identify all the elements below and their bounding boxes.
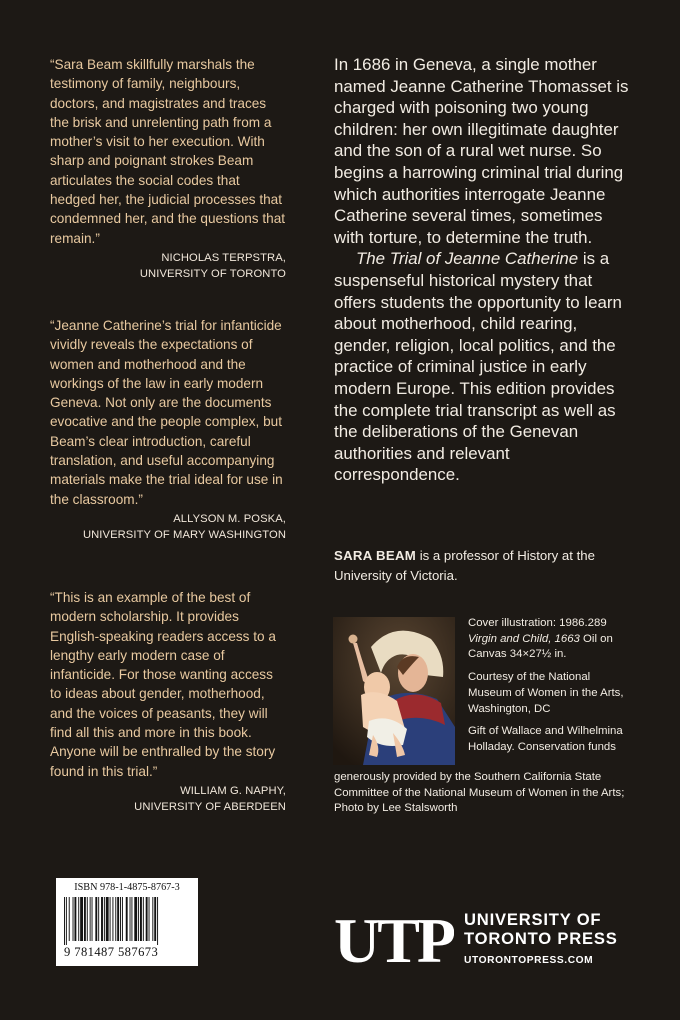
courtesy-credit: Courtesy of the National Museum of Women in the Arts, Washington, DC xyxy=(468,671,624,715)
barcode-bar xyxy=(112,897,113,941)
barcode-bar xyxy=(73,897,74,941)
author-name: SARA BEAM xyxy=(334,548,417,563)
cover-credit-line1: Cover illustration: 1986.289 xyxy=(468,617,607,629)
barcode-bars xyxy=(64,897,190,945)
barcode-bar xyxy=(90,897,91,941)
utp-logo xyxy=(334,908,454,973)
barcode-bar xyxy=(157,897,158,945)
barcode-bar xyxy=(143,897,144,941)
blurb-quote: “This is an example of the best of modern scholarship. It provides English-speaking readers access to a lengthy early modern case of infanticide. For those wanting access to ideas about gender, motherhood, and the voices of peasants, they will find all this and more in this book. Anyone will be enthralled by the story found in this trial.” xyxy=(50,590,276,779)
barcode-bar xyxy=(64,897,65,945)
blurb-terpstra xyxy=(50,55,286,282)
blurb-attribution xyxy=(50,783,286,815)
blurb-author: ALLYSON M. POSKA, xyxy=(173,512,286,525)
barcode-bar xyxy=(80,897,83,941)
book-title: The Trial of Jeanne Catherine xyxy=(355,249,579,269)
painting-title: Virgin and Child, 1663 xyxy=(468,632,580,645)
blurb-affiliation: UNIVERSITY OF ABERDEEN xyxy=(134,800,286,813)
publisher-url: UTORONTOPRESS.COM xyxy=(464,955,594,966)
barcode-bar xyxy=(115,897,116,941)
barcode-bar xyxy=(117,897,119,941)
author-bio xyxy=(334,546,634,586)
blurb-author: NICHOLAS TERPSTRA, xyxy=(161,251,286,264)
cover-illustration-credit xyxy=(468,616,633,663)
publisher-name-line1: UNIVERSITY OF xyxy=(464,910,602,929)
barcode-bar xyxy=(106,897,109,941)
blurb-quote: “Sara Beam skillfully marshals the testimony of family, neighbours, doctors, and magistrates and traces the brisk and unrelenting path from a mother’s visit to her execution. With sharp and poignant strokes Beam articulates the social codes that hedged her, the judicial processes that condemned her, and the questions that remain.” xyxy=(50,57,286,246)
barcode-bar xyxy=(78,897,79,941)
blurb-affiliation: UNIVERSITY OF TORONTO xyxy=(139,267,286,280)
barcode-bar xyxy=(101,897,103,941)
cover-credit-medium: Oil on Canvas 34×27½ in. xyxy=(468,632,613,661)
barcode-bar xyxy=(140,897,142,941)
author-bio-text: is a professor of History at the University of Victoria. xyxy=(334,548,595,583)
isbn-barcode xyxy=(56,878,198,966)
barcode-bar xyxy=(74,897,76,941)
barcode-bar xyxy=(134,897,137,941)
barcode-bar xyxy=(131,897,132,941)
publisher-name-line2: TORONTO PRESS xyxy=(464,929,618,948)
cover-credit xyxy=(468,616,633,763)
barcode-bar xyxy=(110,897,111,941)
barcode-bar xyxy=(104,897,105,941)
blurb-affiliation: UNIVERSITY OF MARY WASHINGTON xyxy=(82,528,286,541)
isbn-number: 9 781487 587673 xyxy=(64,945,159,959)
barcode-bar xyxy=(146,897,148,941)
barcode-bar xyxy=(120,897,121,941)
barcode-bar xyxy=(95,897,97,941)
blurb-quote: “Jeanne Catherine’s trial for infanticide vividly reveals the expectations of women and motherhood and the workings of the law in early modern Geneva. Not only are the documents evocative and the people complex, but Beam’s clear introduction, careful translation, and useful accompanying materials make the trial ideal for use in the classroom.” xyxy=(50,318,283,507)
description-paragraph-1: In 1686 in Geneva, a single mother named Jeanne Catherine Thomasset is charged with poisoning two young children: her own illegitimate daughter and the son of a rural wet nurse. So begins a harrowing criminal trial during which authorities interrogate Jeanne Catherine several times, sometimes with torture, to determine the truth. xyxy=(334,55,629,247)
description-paragraph-2 xyxy=(334,248,636,486)
blurb-poska xyxy=(50,316,286,543)
barcode-bar xyxy=(138,897,139,941)
barcode-bar xyxy=(152,897,153,941)
barcode-bar xyxy=(126,897,128,941)
blurb-attribution xyxy=(50,250,286,282)
cover-painting-image xyxy=(333,617,455,765)
gift-credit-continued: generously provided by the Southern California State Committee of the National Museum of Women in the Arts; Photo by Lee Stalsworth xyxy=(334,771,625,815)
barcode-bar xyxy=(149,897,150,941)
blurb-author: WILLIAM G. NAPHY, xyxy=(180,784,286,797)
description-paragraph-2-text: is a suspenseful historical mystery that offers students the opportunity to learn about motherhood, child rearing, gender, religion, local politics, and the practice of criminal justice in early modern Europe. This edition provides the complete trial transcript as well as the deliberations of the Genevan authorities and relevant correspondence. xyxy=(334,249,622,485)
barcode-bar xyxy=(66,897,67,945)
barcode-bar xyxy=(92,897,93,941)
barcode-bar xyxy=(122,897,123,941)
book-description xyxy=(334,54,636,486)
barcode-bar xyxy=(84,897,86,941)
publisher-name xyxy=(464,910,618,948)
barcode-bar xyxy=(130,897,131,941)
blurb-attribution xyxy=(50,511,286,543)
barcode-bar xyxy=(87,897,88,941)
utp-logo-text: UTP xyxy=(334,908,453,968)
isbn-label: ISBN 978-1-4875-8767-3 xyxy=(74,882,180,893)
barcode-bar xyxy=(98,897,99,941)
barcode-bar xyxy=(154,897,156,941)
gift-credit: Gift of Wallace and Wilhelmina Holladay. Conservation funds xyxy=(468,725,623,753)
barcode-bar xyxy=(69,897,70,941)
blurb-naphy xyxy=(50,588,286,815)
